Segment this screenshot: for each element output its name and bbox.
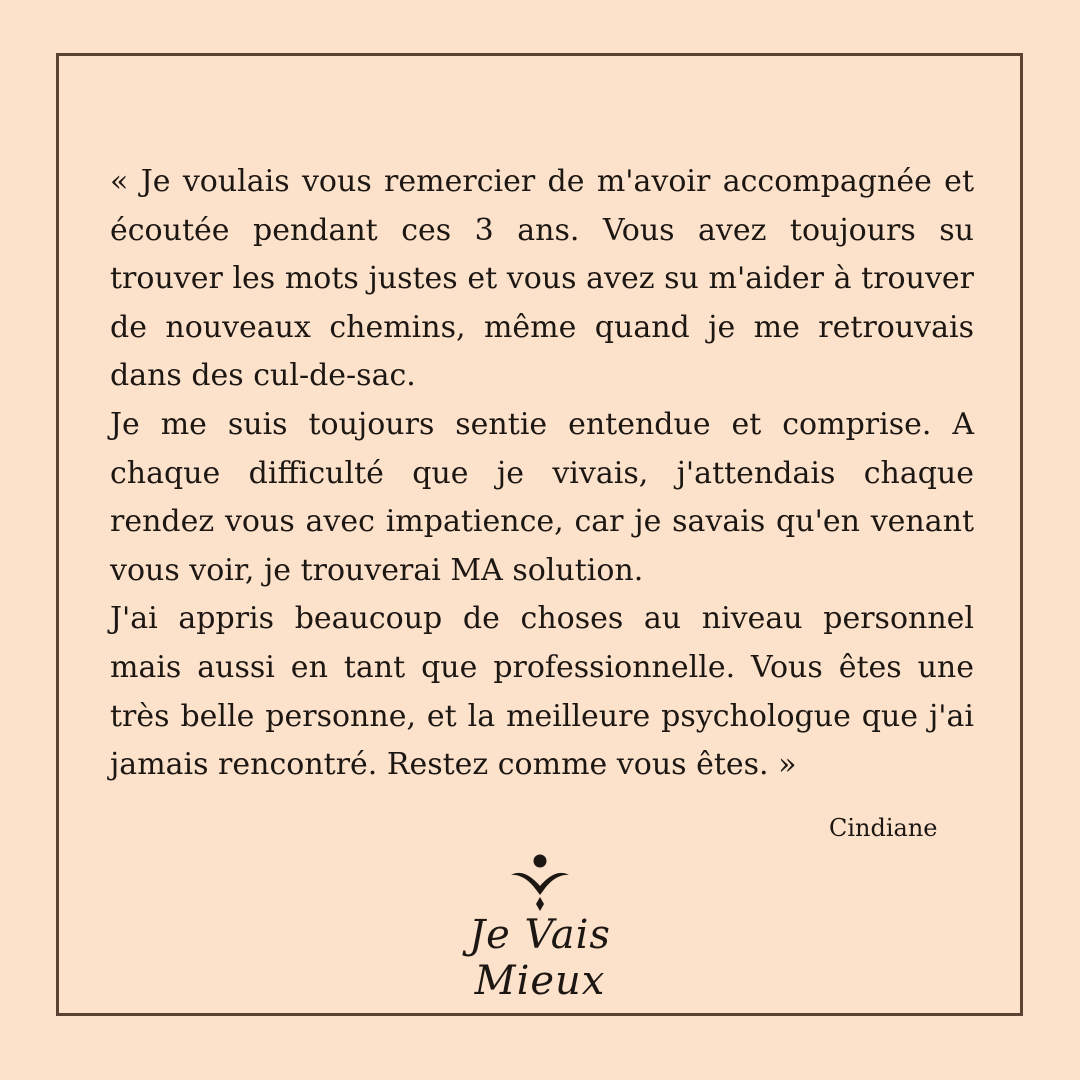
brand-name: Je Vais Mieux [469, 912, 611, 1004]
testimonial-paragraph-1: « Je voulais vous remercier de m'avoir accompagnée et écoutée pendant ces 3 ans. Vous avez toujours su trouver les mots justes et vous avez su m'aider à trouver de nouveaux chemins, même quand je me retrouvais dans des cul-de-sac. [110, 164, 974, 394]
testimonial-author: Cindiane [829, 814, 938, 842]
testimonial-quote [110, 158, 974, 790]
dancing-figure-icon [410, 850, 670, 920]
testimonial-paragraph-3: J'ai appris beaucoup de choses au niveau personnel mais aussi en tant que professionnelle. Vous êtes une très belle personne, et la meilleure psychologue que j'ai jamais rencontré. Restez comme vous êtes. » [110, 601, 974, 783]
brand-logo [410, 850, 670, 1004]
testimonial-paragraph-2: Je me suis toujours sentie entendue et comprise. A chaque difficulté que je vivais, j'attendais chaque rendez vous avec impatience, car je savais qu'en venant vous voir, je trouverai MA solution. [110, 406, 974, 588]
